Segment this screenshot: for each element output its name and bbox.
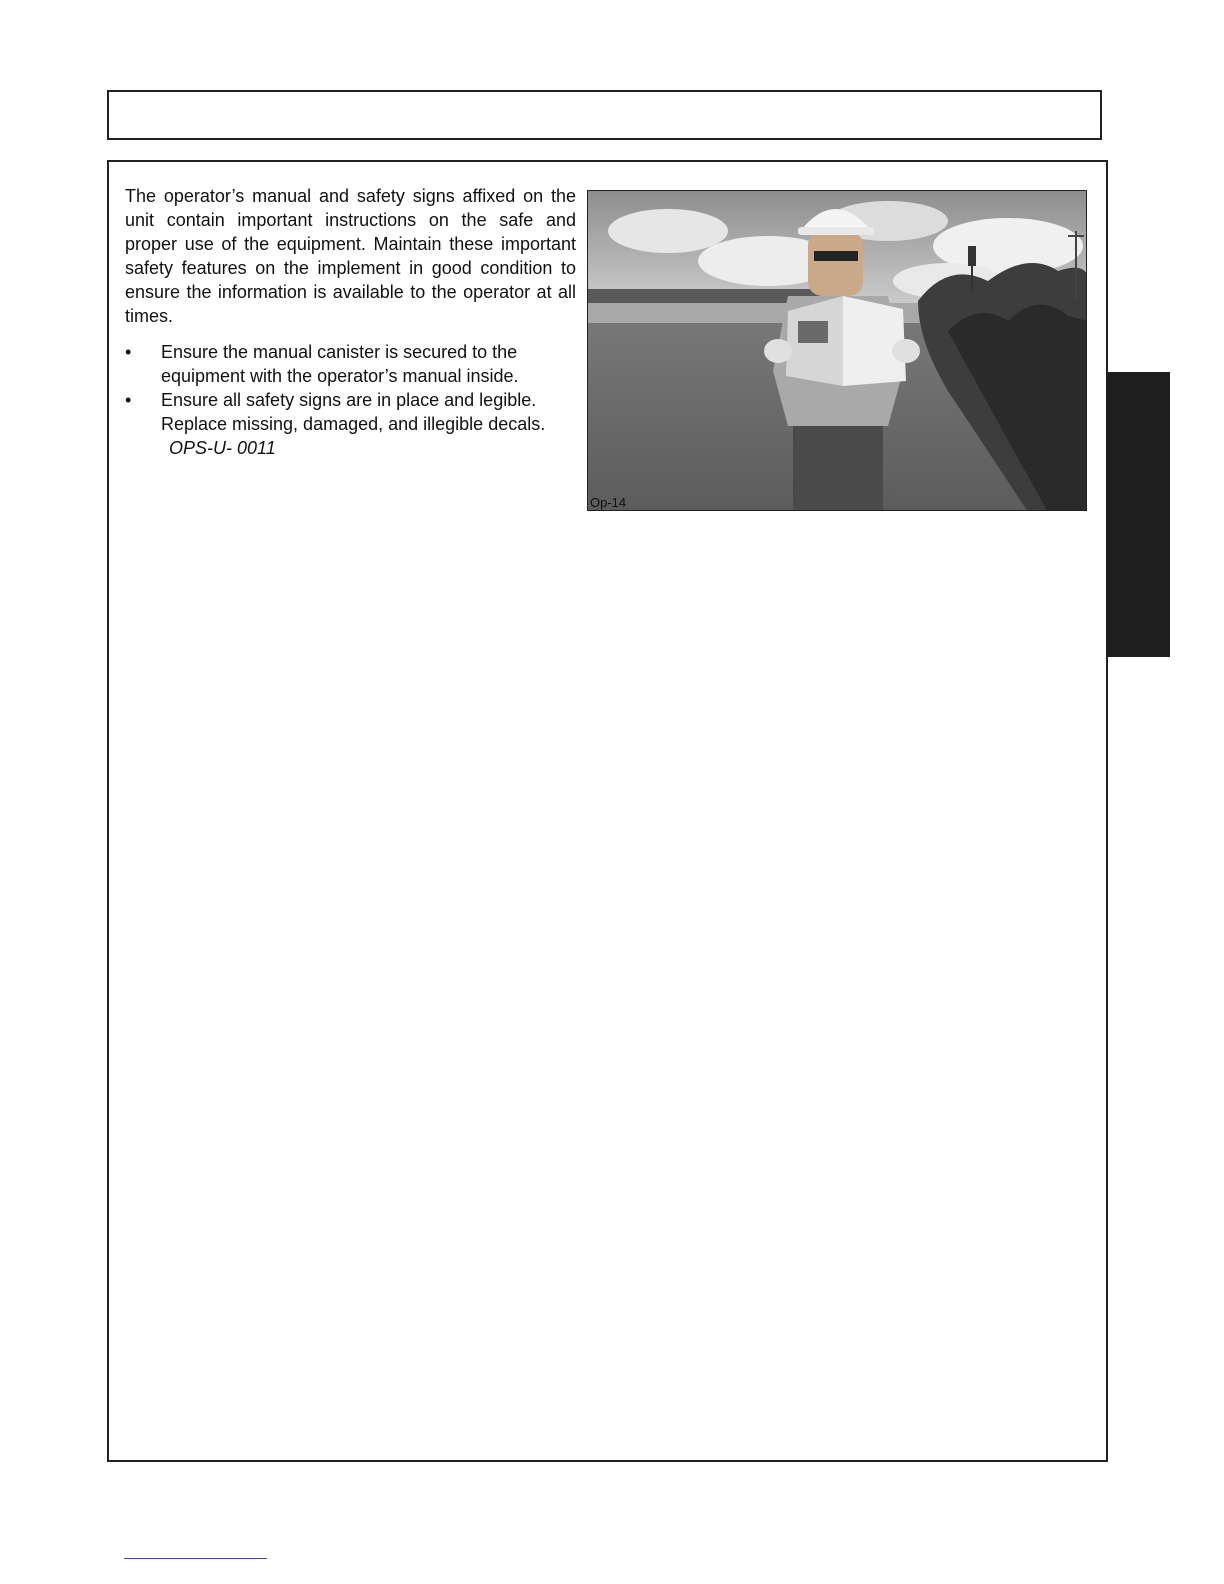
bullet-list — [125, 340, 576, 460]
text-column — [125, 184, 576, 460]
photo-illustration — [588, 191, 1087, 511]
bullet-text: Ensure the manual canister is secured to the equipment with the operator’s manual inside. — [161, 342, 519, 386]
bullet-marker: • — [125, 390, 132, 410]
page-header-box — [107, 90, 1102, 140]
operator-reading-manual-photo — [587, 190, 1087, 511]
intro-paragraph: The operator’s manual and safety signs affixed on the unit contain important instructions on the safe and proper use of the equipment. Maintain these important safety features on the implement in good condition to ensure the information is available to the operator at all times. — [125, 186, 576, 326]
bullet-text: Ensure all safety signs are in place and legible. Replace missing, damaged, and illegible decals. — [161, 390, 546, 434]
footer-rule — [124, 1558, 267, 1559]
bullet-marker: • — [125, 342, 132, 362]
bullet-item — [125, 388, 576, 460]
reference-code: OPS-U- 0011 — [169, 438, 276, 458]
figure-label: Op-14 — [590, 495, 627, 510]
bullet-item — [125, 340, 576, 388]
section-side-tab — [1106, 372, 1170, 657]
